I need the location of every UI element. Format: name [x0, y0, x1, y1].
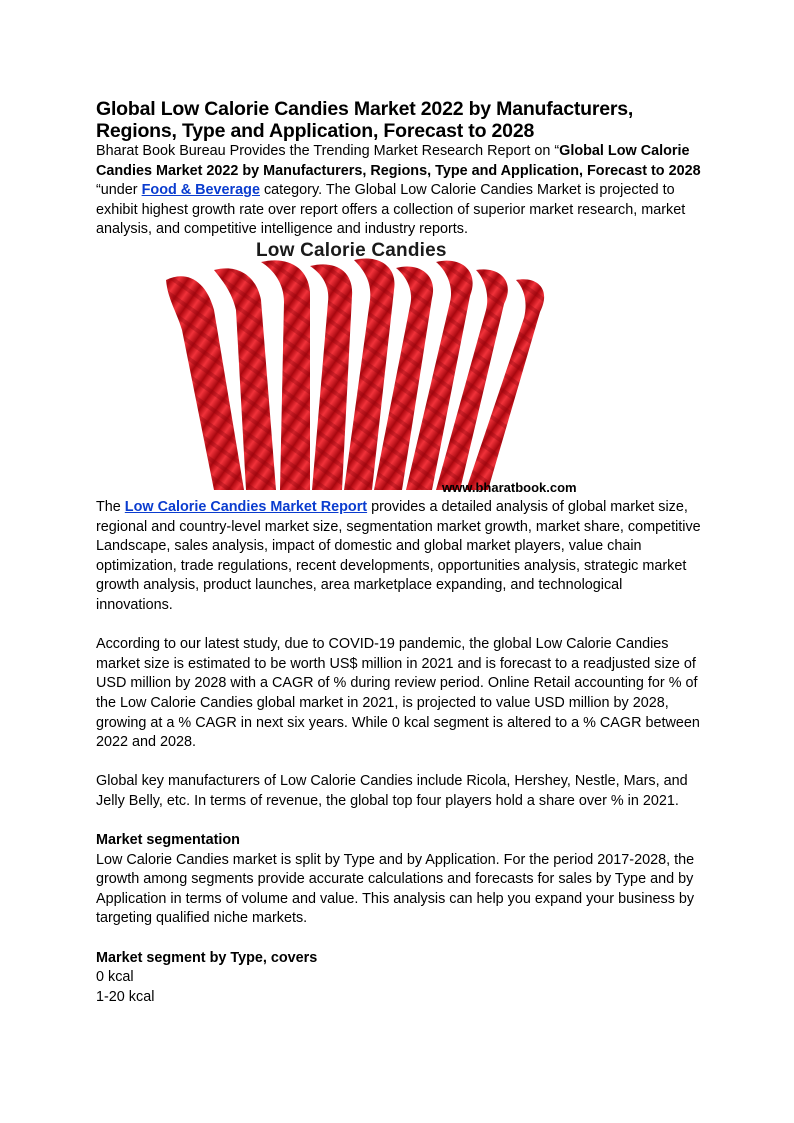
food-beverage-link[interactable]: Food & Beverage [141, 182, 260, 199]
manufacturers-paragraph: Global key manufacturers of Low Calorie Candies include Ricola, Hershey, Nestle, Mars, and Jelly Belly, etc. In terms of revenue, the global top four players hold a share over % in 2021. [96, 773, 688, 809]
spacer [96, 616, 702, 636]
report-prefix: The [96, 498, 125, 515]
intro-prefix: Bharat Book Bureau Provides the Trending Market Research Report on “ [96, 143, 560, 159]
candies-image [96, 240, 702, 498]
segmentation-paragraph: Low Calorie Candies market is split by Type and by Application. For the period 2017-2028, the growth among segments provide accurate calculations and forecasts for sales by Type and by Application in terms of volume and value. This analysis can help you expand your business by targeting qualified niche markets. [96, 851, 695, 927]
document-page [96, 98, 702, 1007]
market-report-link[interactable]: Low Calorie Candies Market Report [124, 498, 368, 515]
intro-report-title: Global Low Calorie Candies Market 2022 by Manufacturers, Regions, Type and Application, Forecast to 2028 [96, 143, 701, 179]
type-item: 1-20 kcal [96, 988, 155, 1005]
report-suffix: provides a detailed analysis of global market size, regional and country-level market size, segmentation market growth, market share, competitive Landscape, sales analysis, impact of domestic and global market players, value chain optimization, trade regulations, recent developments, opportunities analysis, strategic market growth analysis, product launches, area marketplace expanding, and technological innovations. [96, 498, 701, 613]
spacer [96, 929, 702, 949]
image-caption: Low Calorie Candies [256, 239, 447, 261]
by-type-heading: Market segment by Type, covers [96, 949, 318, 966]
page-title: Global Low Calorie Candies Market 2022 by Manufacturers, Regions, Type and Application, Forecast to 2028 [96, 98, 634, 142]
image-watermark-url: www.bharatbook.com [442, 479, 577, 495]
spacer [96, 753, 702, 773]
intro-suffix: category. The Global Low Calorie Candies Market is projected to exhibit highest growth rate over report offers a collection of superior market research, market analysis, and competitive intelligence and industry reports. [96, 182, 686, 238]
covid-paragraph: According to our latest study, due to COVID-19 pandemic, the global Low Calorie Candies market size is estimated to be worth US$ million in 2021 and is forecast to a readjusted size of USD million by 2028 with a CAGR of % during review period. Online Retail accounting for % of the Low Calorie Candies global market in 2021, is projected to value USD million by 2028, growing at a % CAGR in next six years. While 0 kcal segment is altered to a % CAGR between 2022 and 2028. [96, 636, 700, 751]
report-paragraph [96, 498, 702, 616]
intro-mid: “under [96, 182, 142, 199]
segmentation-heading: Market segmentation [96, 832, 240, 849]
red-licorice-illustration [96, 240, 702, 498]
intro-paragraph [96, 142, 702, 240]
type-item: 0 kcal [96, 969, 134, 986]
spacer [96, 811, 702, 831]
